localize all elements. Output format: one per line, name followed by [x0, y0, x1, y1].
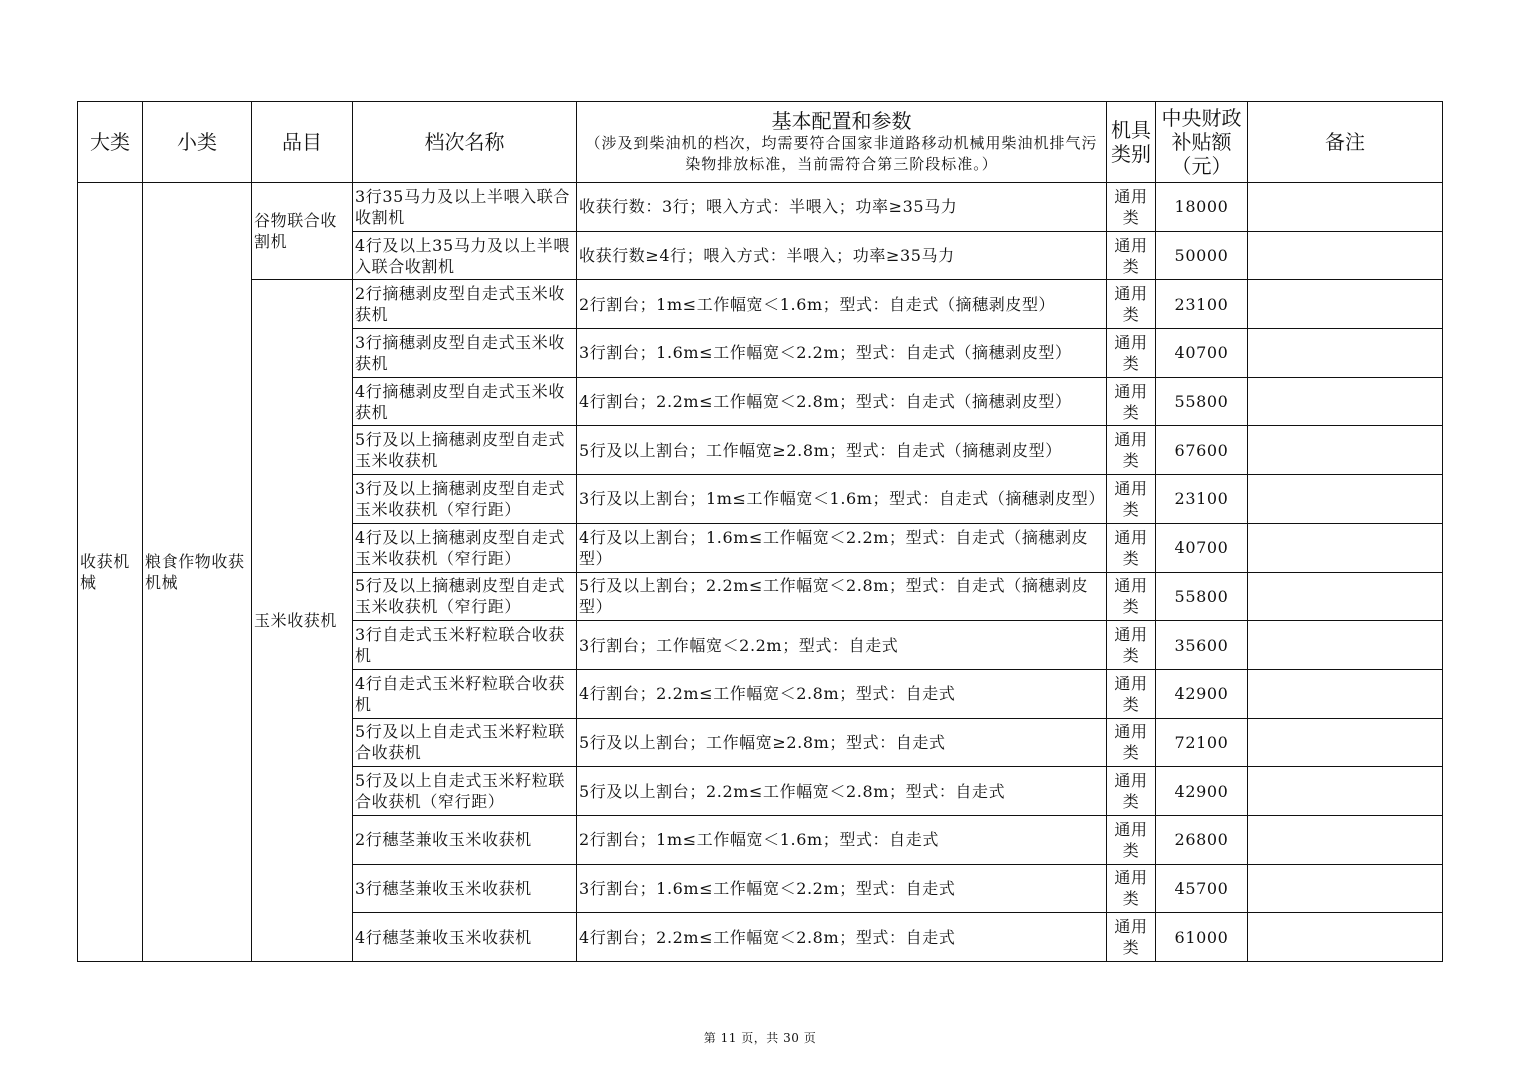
subsidy-amount-cell: 40700: [1156, 523, 1248, 572]
table-row: [78, 183, 1443, 232]
footer-total-pages: 30: [783, 1031, 800, 1045]
remark-cell: [1248, 621, 1443, 670]
header-major: 大类: [78, 102, 143, 183]
machine-type-cell: 通用类: [1107, 864, 1156, 913]
header-config-note: （涉及到柴油机的档次，均需要符合国家非道路移动机械用柴油机排气污染物排放标准，当前需符合第三阶段标准。）: [585, 134, 1098, 173]
grade-name-cell: 5行及以上摘穗剥皮型自走式玉米收获机: [353, 426, 577, 475]
grade-name-cell: 4行穗茎兼收玉米收获机: [353, 913, 577, 962]
footer-page-number: 11: [720, 1031, 737, 1045]
remark-cell: [1248, 426, 1443, 475]
config-cell: 4行割台；2.2m≤工作幅宽＜2.8m；型式：自走式（摘穗剥皮型）: [577, 377, 1107, 426]
config-cell: 5行及以上割台；2.2m≤工作幅宽＜2.8m；型式：自走式: [577, 767, 1107, 816]
grade-name-cell: 4行自走式玉米籽粒联合收获机: [353, 669, 577, 718]
grade-name-cell: 5行及以上自走式玉米籽粒联合收获机（窄行距）: [353, 767, 577, 816]
config-cell: 5行及以上割台；工作幅宽≥2.8m；型式：自走式: [577, 718, 1107, 767]
remark-cell: [1248, 183, 1443, 232]
config-cell: 2行割台；1m≤工作幅宽＜1.6m；型式：自走式（摘穗剥皮型）: [577, 280, 1107, 329]
machine-type-cell: 通用类: [1107, 815, 1156, 864]
config-cell: 5行及以上割台；工作幅宽≥2.8m；型式：自走式（摘穗剥皮型）: [577, 426, 1107, 475]
grade-name-cell: 2行穗茎兼收玉米收获机: [353, 815, 577, 864]
grade-name-cell: 3行35马力及以上半喂入联合收割机: [353, 183, 577, 232]
machine-type-cell: 通用类: [1107, 475, 1156, 524]
subsidy-amount-cell: 26800: [1156, 815, 1248, 864]
remark-cell: [1248, 231, 1443, 280]
machine-type-cell: 通用类: [1107, 718, 1156, 767]
subsidy-amount-cell: 18000: [1156, 183, 1248, 232]
header-row: [78, 102, 1443, 183]
header-item: 品目: [252, 102, 353, 183]
machine-type-cell: 通用类: [1107, 621, 1156, 670]
remark-cell: [1248, 280, 1443, 329]
remark-cell: [1248, 767, 1443, 816]
machine-type-cell: 通用类: [1107, 329, 1156, 378]
remark-cell: [1248, 718, 1443, 767]
remark-cell: [1248, 864, 1443, 913]
subsidy-amount-cell: 61000: [1156, 913, 1248, 962]
grade-name-cell: 4行摘穗剥皮型自走式玉米收获机: [353, 377, 577, 426]
subsidy-amount-cell: 50000: [1156, 231, 1248, 280]
header-subsidy: 中央财政补贴额（元）: [1156, 102, 1248, 183]
config-cell: 4行及以上割台；1.6m≤工作幅宽＜2.2m；型式：自走式（摘穗剥皮型）: [577, 523, 1107, 572]
config-cell: 3行割台；1.6m≤工作幅宽＜2.2m；型式：自走式: [577, 864, 1107, 913]
page-footer: [0, 1029, 1520, 1046]
machine-type-cell: 通用类: [1107, 377, 1156, 426]
subsidy-amount-cell: 40700: [1156, 329, 1248, 378]
subsidy-amount-cell: 23100: [1156, 280, 1248, 329]
footer-prefix: 第: [703, 1031, 717, 1045]
major-category-cell: 收获机械: [78, 183, 143, 962]
grade-name-cell: 5行及以上自走式玉米籽粒联合收获机: [353, 718, 577, 767]
remark-cell: [1248, 329, 1443, 378]
header-remark: 备注: [1248, 102, 1443, 183]
remark-cell: [1248, 669, 1443, 718]
table-row: [78, 280, 1443, 329]
header-config: [577, 102, 1107, 183]
subsidy-table: [77, 101, 1443, 962]
machine-type-cell: 通用类: [1107, 280, 1156, 329]
grade-name-cell: 3行及以上摘穗剥皮型自走式玉米收获机（窄行距）: [353, 475, 577, 524]
config-cell: 收获行数：3行；喂入方式：半喂入；功率≥35马力: [577, 183, 1107, 232]
machine-type-cell: 通用类: [1107, 913, 1156, 962]
table-body: [78, 183, 1443, 962]
machine-type-cell: 通用类: [1107, 669, 1156, 718]
subsidy-amount-cell: 23100: [1156, 475, 1248, 524]
machine-type-cell: 通用类: [1107, 231, 1156, 280]
subsidy-amount-cell: 55800: [1156, 377, 1248, 426]
config-cell: 3行割台；1.6m≤工作幅宽＜2.2m；型式：自走式（摘穗剥皮型）: [577, 329, 1107, 378]
remark-cell: [1248, 523, 1443, 572]
remark-cell: [1248, 572, 1443, 621]
subsidy-amount-cell: 55800: [1156, 572, 1248, 621]
subsidy-amount-cell: 42900: [1156, 669, 1248, 718]
subsidy-amount-cell: 67600: [1156, 426, 1248, 475]
remark-cell: [1248, 475, 1443, 524]
item-cell: 玉米收获机: [252, 280, 353, 962]
subsidy-amount-cell: 42900: [1156, 767, 1248, 816]
config-cell: 4行割台；2.2m≤工作幅宽＜2.8m；型式：自走式: [577, 913, 1107, 962]
machine-type-cell: 通用类: [1107, 572, 1156, 621]
footer-suffix: 页: [803, 1031, 817, 1045]
grade-name-cell: 3行穗茎兼收玉米收获机: [353, 864, 577, 913]
remark-cell: [1248, 815, 1443, 864]
header-config-title: 基本配置和参数: [771, 109, 912, 133]
grade-name-cell: 5行及以上摘穗剥皮型自走式玉米收获机（窄行距）: [353, 572, 577, 621]
config-cell: 3行及以上割台；1m≤工作幅宽＜1.6m；型式：自走式（摘穗剥皮型）: [577, 475, 1107, 524]
machine-type-cell: 通用类: [1107, 767, 1156, 816]
machine-type-cell: 通用类: [1107, 183, 1156, 232]
grade-name-cell: 3行自走式玉米籽粒联合收获机: [353, 621, 577, 670]
header-minor: 小类: [143, 102, 252, 183]
machine-type-cell: 通用类: [1107, 426, 1156, 475]
subsidy-table-container: [77, 101, 1442, 962]
minor-category-cell: 粮食作物收获机械: [143, 183, 252, 962]
config-cell: 4行割台；2.2m≤工作幅宽＜2.8m；型式：自走式: [577, 669, 1107, 718]
config-cell: 5行及以上割台；2.2m≤工作幅宽＜2.8m；型式：自走式（摘穗剥皮型）: [577, 572, 1107, 621]
footer-mid: 页，共: [741, 1031, 779, 1045]
header-machine-type: 机具类别: [1107, 102, 1156, 183]
subsidy-amount-cell: 72100: [1156, 718, 1248, 767]
config-cell: 收获行数≥4行；喂入方式：半喂入；功率≥35马力: [577, 231, 1107, 280]
subsidy-amount-cell: 45700: [1156, 864, 1248, 913]
grade-name-cell: 3行摘穗剥皮型自走式玉米收获机: [353, 329, 577, 378]
grade-name-cell: 4行及以上35马力及以上半喂入联合收割机: [353, 231, 577, 280]
remark-cell: [1248, 377, 1443, 426]
header-grade: 档次名称: [353, 102, 577, 183]
remark-cell: [1248, 913, 1443, 962]
machine-type-cell: 通用类: [1107, 523, 1156, 572]
config-cell: 2行割台；1m≤工作幅宽＜1.6m；型式：自走式: [577, 815, 1107, 864]
config-cell: 3行割台；工作幅宽＜2.2m；型式：自走式: [577, 621, 1107, 670]
item-cell: 谷物联合收割机: [252, 183, 353, 280]
grade-name-cell: 4行及以上摘穗剥皮型自走式玉米收获机（窄行距）: [353, 523, 577, 572]
grade-name-cell: 2行摘穗剥皮型自走式玉米收获机: [353, 280, 577, 329]
subsidy-amount-cell: 35600: [1156, 621, 1248, 670]
